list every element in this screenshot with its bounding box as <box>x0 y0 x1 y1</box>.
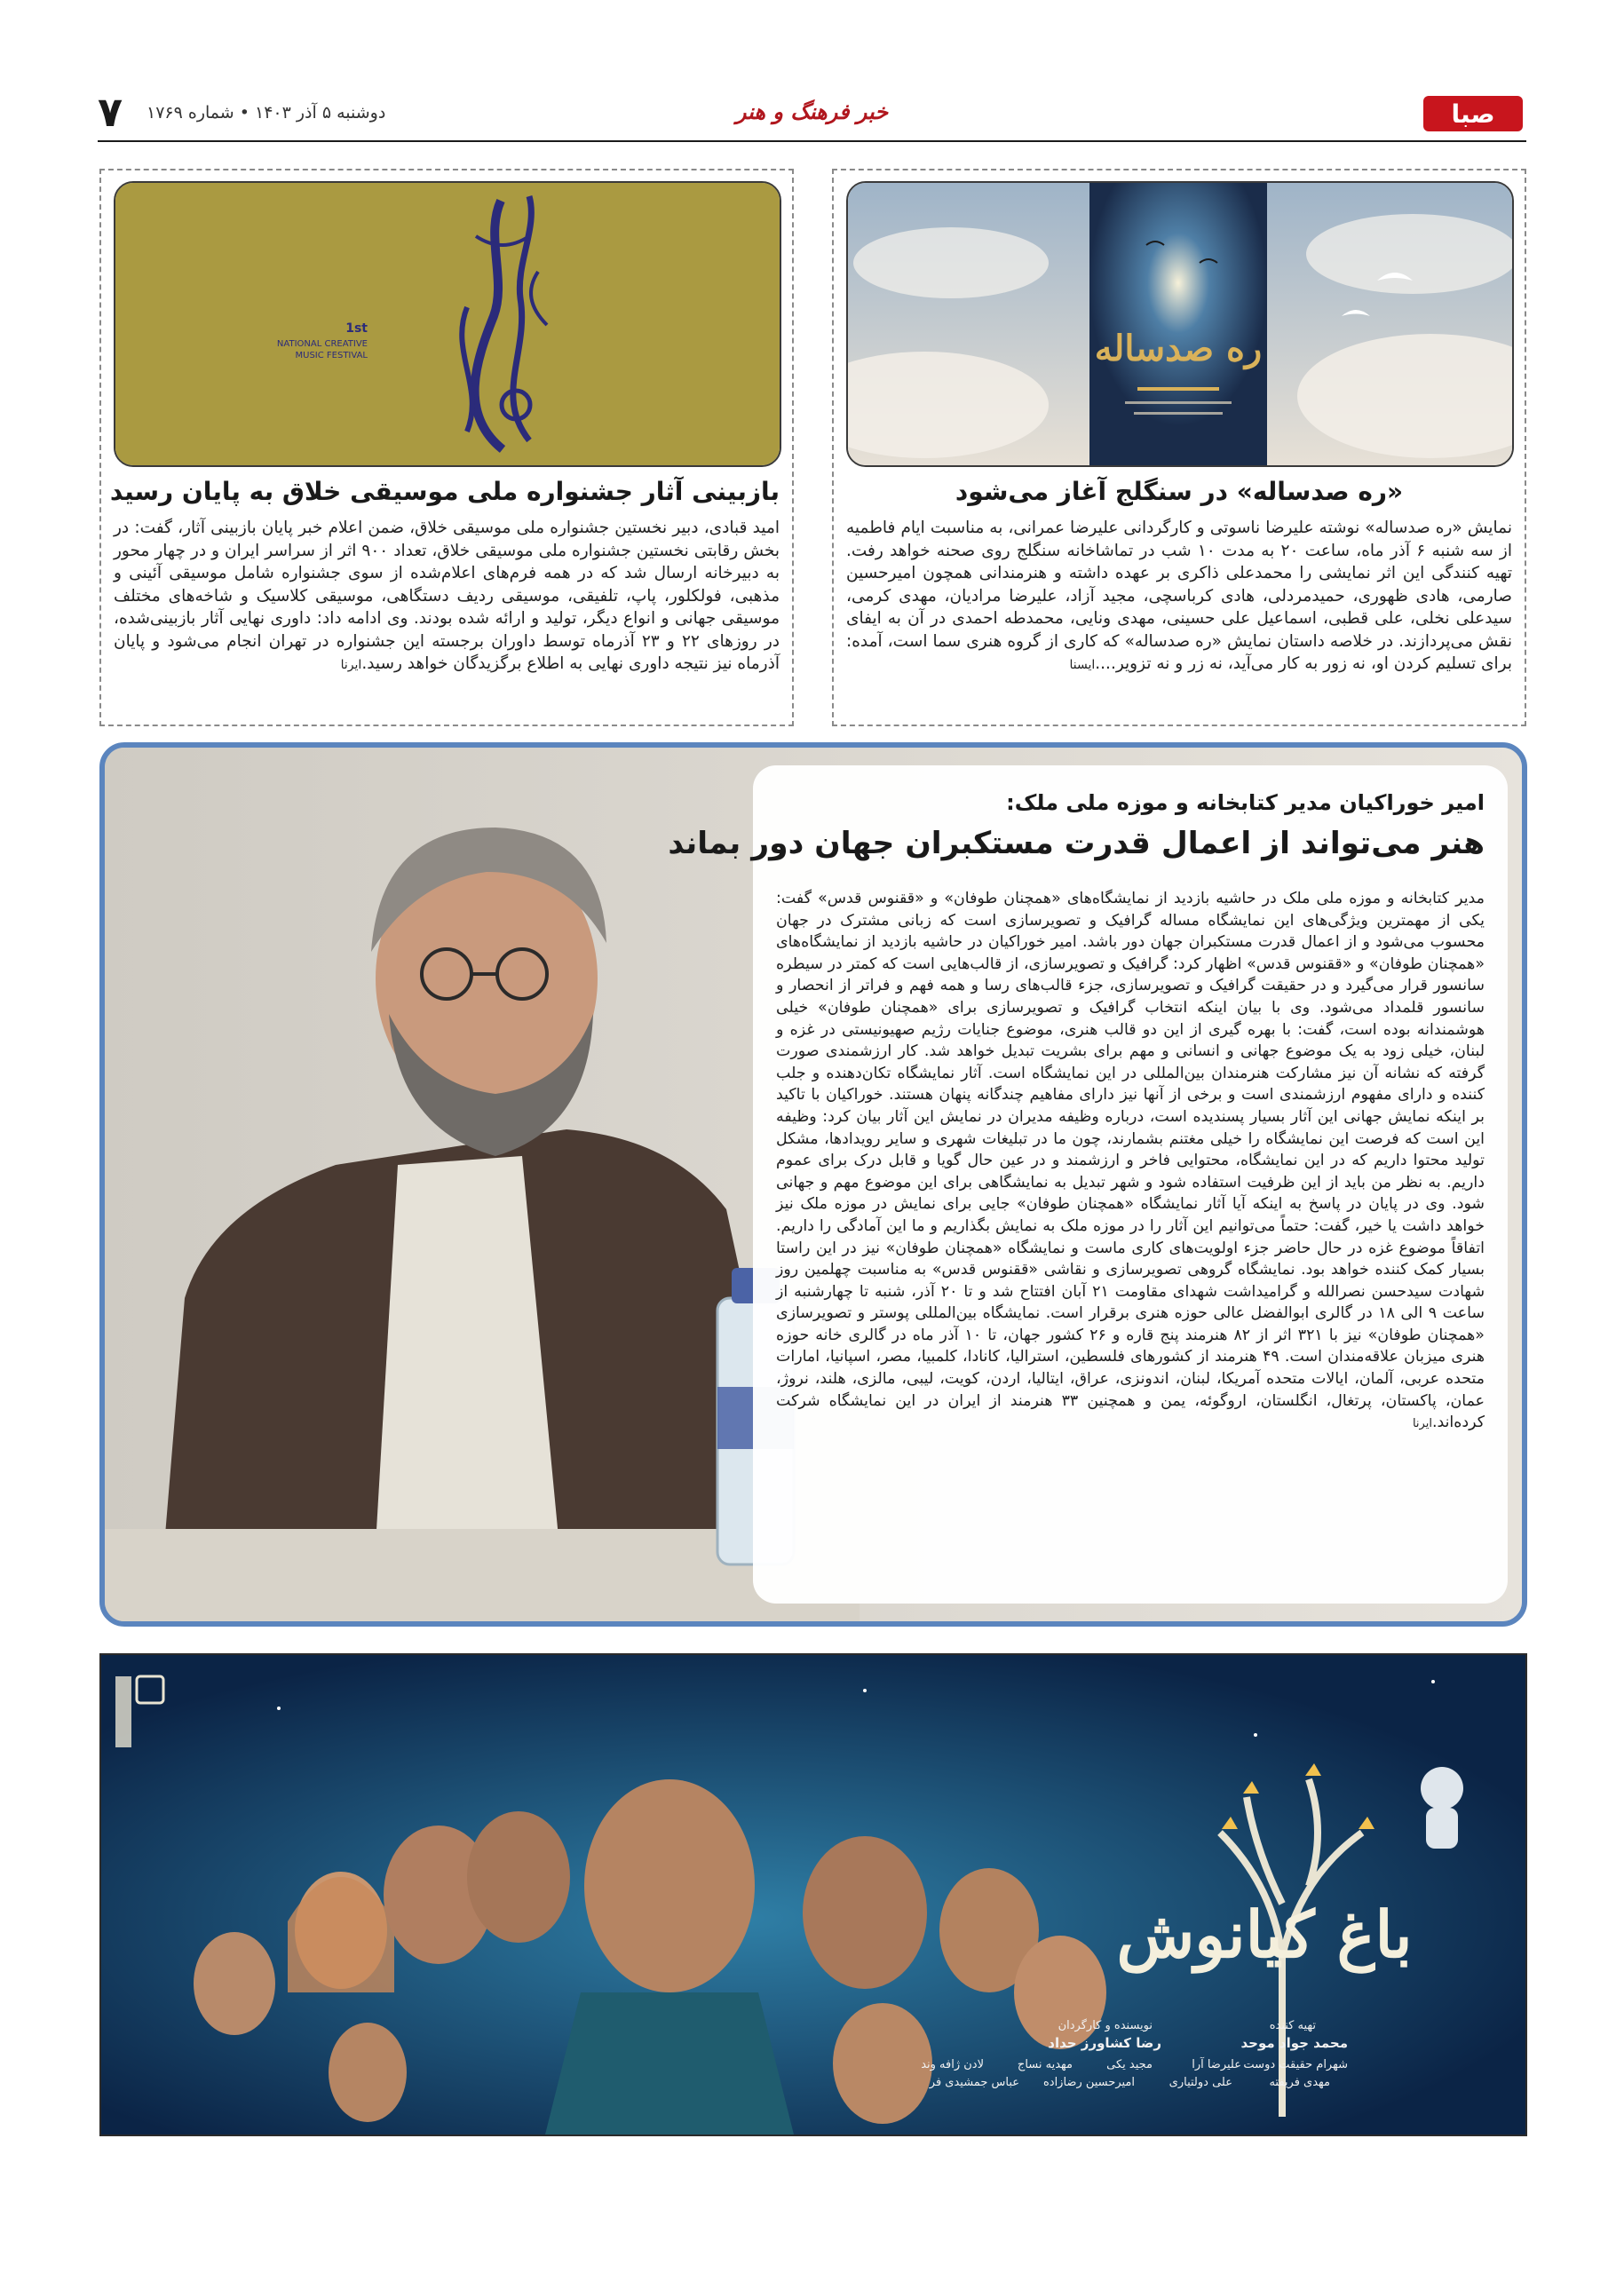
man-face <box>467 1811 570 1943</box>
lead-shirt <box>545 1992 794 2134</box>
sky-poster-illustration <box>846 183 1512 467</box>
festival-edition: 1st <box>345 321 368 336</box>
cast-member: مهدیه نساج <box>1017 2058 1073 2071</box>
story-left-source: ایرنا <box>340 658 362 672</box>
story-left-body <box>114 517 780 677</box>
cast-member: لادن ژافه وند <box>921 2058 984 2071</box>
lead-face <box>584 1779 755 1992</box>
interview-kicker: امیر خوراکیان مدیر کتابخانه و موزه ملی ملک: <box>1006 790 1485 815</box>
story-left-poster-image[interactable] <box>114 181 781 467</box>
story-right-text: نمایش «ره صدساله» نوشته علیرضا ناسوتی و کارگردانی علیرضا عمرانی، به مناسبت ایام فاطمیه از سه شنبه ۶ آذر ماه، ساعت ۲۰ به مدت ۱۰ شب در تماشاخانه سنگلج روی صحنه خواهد رفت. تهیه کنندگی این اثر نمایشی را محمدعلی ذاکری بر عهده داشته و هنرمندانی همچون امیرحسین صارمی، هادی ظهوری، حمیدمردلی، هادی کرباسچی، مجید آزاد، علیرضا مرادیان، مهدی کرمی، سیدعلی نخلی، علی قطبی، اسماعیل علی حسینی، مهدی ونایی، محمدطه احمدی در آن به ایفای نقش می‌پردازند. در خلاصه داستان نمایش «ره صدساله» که کاری از گروه هنری سما است، آمده: برای تسلیم کردن او، نه زور به کار می‌آید، نه زر و نه تزویر.... <box>846 519 1513 673</box>
festival-name-line1: NATIONAL CREATIVE <box>276 339 368 349</box>
director-label: نویسنده و کارگردان <box>1058 2019 1153 2032</box>
masthead <box>98 89 1526 142</box>
cast-member: مجید یکی <box>1106 2058 1153 2071</box>
cast-member: شهرام حقیقت دوست <box>1243 2058 1348 2071</box>
interview-body <box>776 888 1485 1436</box>
story-right <box>832 169 1526 726</box>
story-right-body <box>846 517 1512 677</box>
logo-text: صبا <box>1451 99 1495 129</box>
child-face <box>194 1932 275 2035</box>
interview-text-panel <box>668 765 1508 1604</box>
header-rule <box>98 140 1526 142</box>
cast-member: علیرضا آرا <box>1192 2058 1241 2071</box>
issue-info: دوشنبه ۵ آذر ۱۴۰۳ • شماره ۱۷۶۹ <box>147 103 386 123</box>
story-left-title[interactable]: بازبینی آثار جشنواره ملی موسیقی خلاق به پایان رسید <box>109 477 780 506</box>
vortex-panel <box>1089 183 1267 467</box>
producer-label: تهیه کننده <box>1269 2019 1316 2032</box>
cast-member: علی دولتیاری <box>1168 2076 1232 2089</box>
newspaper-logo[interactable] <box>1420 91 1526 135</box>
director-name: رضا کشاورز حداد <box>1048 2035 1161 2051</box>
festival-name-line2: MUSIC FESTIVAL <box>295 351 368 360</box>
boy-face <box>329 2023 407 2122</box>
film-title: باغ کیانوش <box>1116 1897 1413 1972</box>
story-right-source: ایسنا <box>1069 658 1096 672</box>
poster-title-text: ره صدساله <box>1094 328 1263 369</box>
festival-poster-illustration <box>114 183 780 467</box>
section-name: خبر فرهنگ و هنر <box>735 99 889 124</box>
astronaut-icon <box>1421 1767 1463 1810</box>
interview-block <box>99 742 1527 1627</box>
cast-member: امیرحسین رضازاده <box>1042 2076 1135 2089</box>
cast-member: عباس جمشیدی فر <box>929 2076 1019 2089</box>
story-left <box>99 169 794 726</box>
story-left-text: امید قبادی، دبیر نخستین جشنواره ملی موسیقی خلاق، ضمن اعلام خبر پایان بازبینی آثار، گفت: در بخش رقابتی نخستین جشنواره ملی موسیقی خلاق، تعداد ۹۰۰ اثر از سراسر ایران و در چهار محور به دبیرخانه ارسال شد که در همه فرم‌های اعلام‌شده از سوی جشنواره شامل موسیقی آئینی و مذهبی، فولکلور، پاپ، تلفیقی، موسیقی ردیف دستگاهی، موسیقی کلاسیک و شاخه‌های مختلف موسیقی جهانی و انواع دیگر، تولید و ارائه شده بودند. وی ادامه داد: داوری نهایی آثار بازبینی‌شده، در روزهای ۲۲ و ۲۳ آذرماه توسط داوران برجسته این جشنواره در تهران انجام می‌شود و پایان آذرماه نیز نتیجه داوری نهایی به اطلاع برگزیدگان خواهد رسید. <box>114 519 780 673</box>
interview-source: ایرنا <box>1412 1417 1432 1431</box>
festival-mark-icon <box>115 1676 131 1747</box>
man-face <box>803 1836 927 1989</box>
story-right-title[interactable]: «ره صدساله» در سنگلج آغاز می‌شود <box>955 477 1404 506</box>
producer-name: محمد جواد موحد <box>1240 2035 1348 2051</box>
interview-headline[interactable]: هنر می‌تواند از اعمال قدرت مستکبران جهان دور بماند <box>668 826 1485 861</box>
cast-member: مهدی فریفته <box>1269 2076 1330 2089</box>
interview-text: مدیر کتابخانه و موزه ملی ملک در حاشیه بازدید از نمایشگاه‌های «همچنان طوفان» و «ققنوس قدس» گفت: یکی از مهمترین ویژگی‌های این نمایشگاه مساله گرافیک و تصویرسازی است که زبانی مشترک در جهان محسوب می‌شود و از اعمال قدرت مستکبران جهان دور باشد. امیر خوراکیان در حاشیه بازدید از نمایشگاه‌های «همچنان طوفان» و «ققنوس قدس» اظهار کرد: گرافیک و تصویرسازی، از قالب‌هایی است که کمتر در سیطره سانسور قرار می‌گیرد و در حقیقت گرافیک و تصویرسازی، جزء قالب‌های رسا و همه فهم و فراتر از انحصار و سانسور قلمداد می‌شود. وی با بیان اینکه انتخاب گرافیک و تصویرسازی برای «همچنان طوفان» خیلی هوشمندانه بوده است، گفت: با بهره گیری از این دو قالب هنری، موضوع جنایات رژیم صهیونیستی در غزه و لبنان، خیلی زود به یک موضوع جهانی و انسانی و مهم برای بشریت تبدیل خواهد شد. کار ارزشمندی صورت گرفته که نشانه آن نیز مشارکت هنرمندان بین‌المللی در این نمایشگاه است. آثار نمایشگاه تکان‌دهنده و جلب کننده و دارای مفهوم ارزشمندی است و برخی از آنها نیز دارای مفاهیم چندگانه پنهان هستند. خوراکیان با تاکید بر اینکه نمایش جهانی این آثار بسیار پسندیده است، درباره وظیفه مدیران در نمایش این آثار بیان کرد: وظیفه این است که فرصت این نمایشگاه را خیلی مغتنم بشمارند، چون ما در تبلیغات شهری و سایر رویدادها، مشکل تولید محتوا داریم که در این نمایشگاه، محتوایی فاخر و ارزشمند و در عین حال گویا و قابل درک برای عموم داریم. به نظر من باید از این ظرفیت استفاده شود و شهر تبدیل به نمایشگاهی برای این موضوع مهم و جهانی شود. وی در پایان در پاسخ به اینکه آیا آثار نمایشگاه «همچنان طوفان» جایی برای نمایش در موزه ملک نیز خواهد داشت یا خیر، گفت: حتماً می‌توانیم این آثار را در موزه ملک به نمایش بگذاریم و ما این آمادگی را داریم. اتفاقاً موضوع غزه در حال حاضر جزء اولویت‌های کاری ماست و نمایشگاه «همچنان طوفان» نیز در این راستا بسیار کمک کننده خواهد بود. نمایشگاه گروهی تصویرسازی و نقاشی «ققنوس قدس» به مناسبت چهلمین روز شهادت سیدحسن نصرالله و گرامیداشت شهدای مقاومت ۲۱ آبان افتتاح شد و تا ۲۰ آذر، شنبه تا چهارشنبه از ساعت ۹ الی ۱۸ در گالری ابوالفضل عالی حوزه هنری برقرار است. نمایشگاه بین‌المللی پوستر و تصویرسازی «همچنان طوفان» نیز با ۳۲۱ اثر از ۸۲ هنرمند پنج قاره و ۲۶ کشور جهان، تا ۱۰ آذر ماه در گالری خانه حوزه هنری میزبان علاقه‌مندان است. ۴۹ هنرمند از کشورهای فلسطین، استرالیا، کانادا، کلمبیا، مصر، اسپانیا، امارات متحده عربی، آلمان، ایالات متحده آمریکا، لبنان، اندونزی، عراق، ایتالیا، اردن، کویت، لیبی، مالزی، هلند، نروژ، عمان، پاکستان، پرتغال، انگلستان، اروگوئه، یمن و همچنین ۳۳ هنرمند از ایران در این نمایشگاه شرکت کرده‌اند. <box>776 890 1485 1432</box>
boy-face <box>833 2003 932 2124</box>
page-number: ۷ <box>98 88 123 136</box>
film-poster[interactable] <box>99 1653 1527 2136</box>
story-right-poster-image[interactable] <box>846 181 1514 467</box>
